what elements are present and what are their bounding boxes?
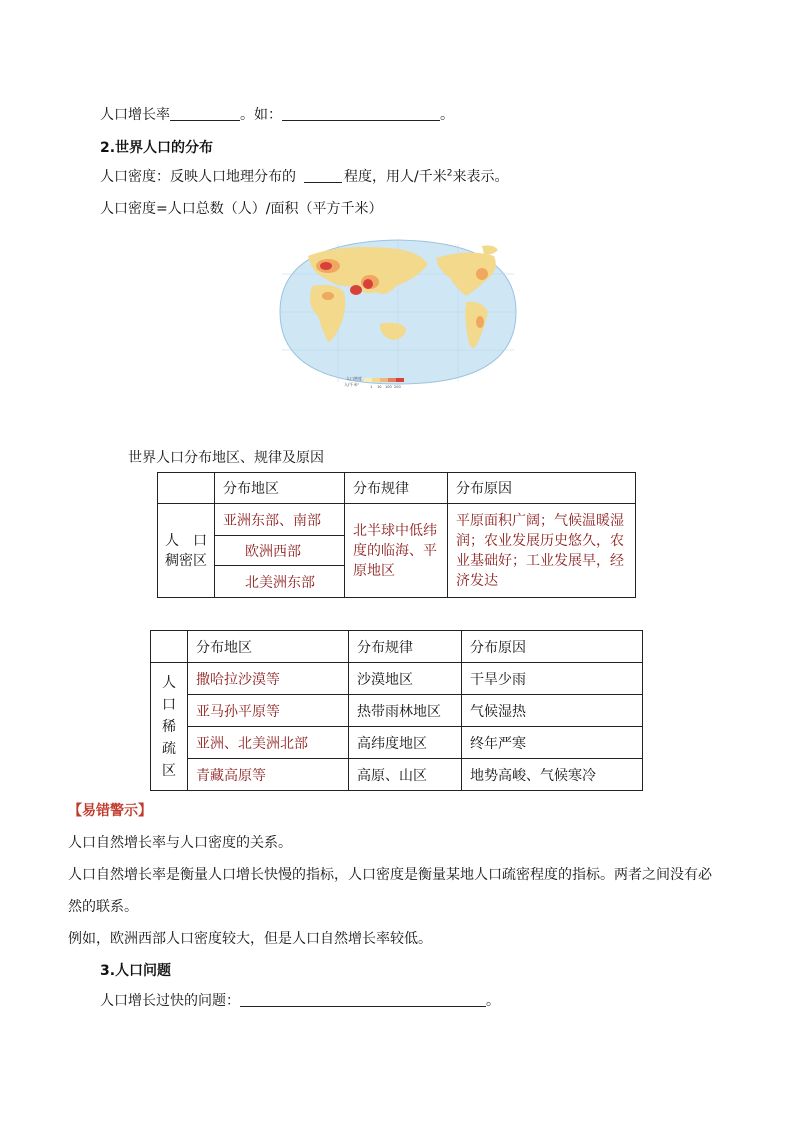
map-legend-unit: 人/千米² xyxy=(344,382,359,387)
sparse-category: 人口稀疏区 xyxy=(151,663,188,791)
sparse-region-3: 亚洲、北美洲北部 xyxy=(188,727,349,759)
density-sup: 2 xyxy=(446,168,453,179)
density-pre: 人口密度：反映人口地理分布的 xyxy=(100,169,296,185)
growth-rate-end: 。 xyxy=(440,107,454,123)
sparse-reason-4: 地势高峻、气候寒冷 xyxy=(462,759,643,791)
dense-region-3: 北美洲东部 xyxy=(215,566,345,598)
dense-category: 人 口稠密区 xyxy=(158,504,215,598)
header-empty-cell xyxy=(151,631,188,663)
sparse-reason-2: 气候湿热 xyxy=(462,695,643,727)
map-legend-title: 人口密度 xyxy=(346,376,362,381)
sparse-reason-3: 终年严寒 xyxy=(462,727,643,759)
growth-rate-label: 人口增长率 xyxy=(100,107,170,123)
sparse-population-table xyxy=(150,630,643,791)
sparse-rule-2: 热带雨林地区 xyxy=(349,695,462,727)
density-post: 程度，用人/千米 xyxy=(344,169,447,185)
dense-region-1: 亚洲东部、南部 xyxy=(215,504,345,536)
table-row xyxy=(151,663,643,695)
density-end: 来表示。 xyxy=(452,169,509,185)
dense-population-table xyxy=(157,472,636,598)
example-blank[interactable] xyxy=(282,106,440,121)
fast-growth-end: 。 xyxy=(486,993,500,1009)
table-header-row xyxy=(158,473,636,504)
table-header-row xyxy=(151,631,643,663)
section3-title: 3.人口问题 xyxy=(100,963,172,979)
header-reason: 分布原因 xyxy=(462,631,643,663)
header-empty-cell xyxy=(158,473,215,504)
header-rule: 分布规律 xyxy=(345,473,448,504)
sparse-rule-4: 高原、山区 xyxy=(349,759,462,791)
table-row xyxy=(151,727,643,759)
table-caption: 世界人口分布地区、规律及原因 xyxy=(128,450,324,466)
sparse-rule-3: 高纬度地区 xyxy=(349,727,462,759)
legend-tick-100: 100 xyxy=(385,385,392,389)
dense-reason: 平原面积广阔；气候温暖湿润；农业发展历史悠久，农业基础好；工业发展早，经济发达 xyxy=(448,504,636,598)
growth-rate-blank[interactable] xyxy=(170,106,240,121)
header-reason: 分布原因 xyxy=(448,473,636,504)
section2-title: 2.世界人口的分布 xyxy=(100,140,214,156)
legend-tick-10: 10 xyxy=(377,385,382,389)
warning-p2-line1: 人口自然增长率是衡量人口增长快慢的指标，人口密度是衡量某地人口疏密程度的指标。两者之间没有必 xyxy=(68,867,712,883)
sparse-reason-1: 干旱少雨 xyxy=(462,663,643,695)
fast-growth-blank[interactable] xyxy=(240,992,486,1007)
density-formula: 人口密度=人口总数（人）/面积（平方千米） xyxy=(100,201,383,217)
sparse-region-4: 青藏高原等 xyxy=(188,759,349,791)
fast-growth-line xyxy=(100,990,500,1010)
table-row xyxy=(151,695,643,727)
fast-growth-label: 人口增长过快的问题： xyxy=(100,993,240,1009)
sparse-region-1: 撒哈拉沙漠等 xyxy=(188,663,349,695)
sparse-rule-1: 沙漠地区 xyxy=(349,663,462,695)
warning-p2-line2: 然的联系。 xyxy=(68,899,138,915)
growth-rate-line xyxy=(100,104,454,124)
warning-p1: 人口自然增长率与人口密度的关系。 xyxy=(68,835,292,851)
dense-region-2: 欧洲西部 xyxy=(215,536,345,566)
density-definition xyxy=(100,166,508,186)
sparse-region-2: 亚马孙平原等 xyxy=(188,695,349,727)
density-blank[interactable] xyxy=(304,168,342,183)
world-population-density-map xyxy=(268,234,528,402)
table-row xyxy=(151,759,643,791)
header-rule: 分布规律 xyxy=(349,631,462,663)
header-region: 分布地区 xyxy=(188,631,349,663)
dense-rule: 北半球中低纬度的临海、平原地区 xyxy=(345,504,448,598)
header-region: 分布地区 xyxy=(215,473,345,504)
legend-tick-1: 1 xyxy=(370,385,373,389)
legend-tick-200: 200 xyxy=(394,385,401,389)
warning-title: 【易错警示】 xyxy=(68,803,152,819)
table-row xyxy=(158,504,636,536)
warning-p3: 例如，欧洲西部人口密度较大，但是人口自然增长率较低。 xyxy=(68,931,432,947)
example-label: 。如： xyxy=(240,107,282,123)
